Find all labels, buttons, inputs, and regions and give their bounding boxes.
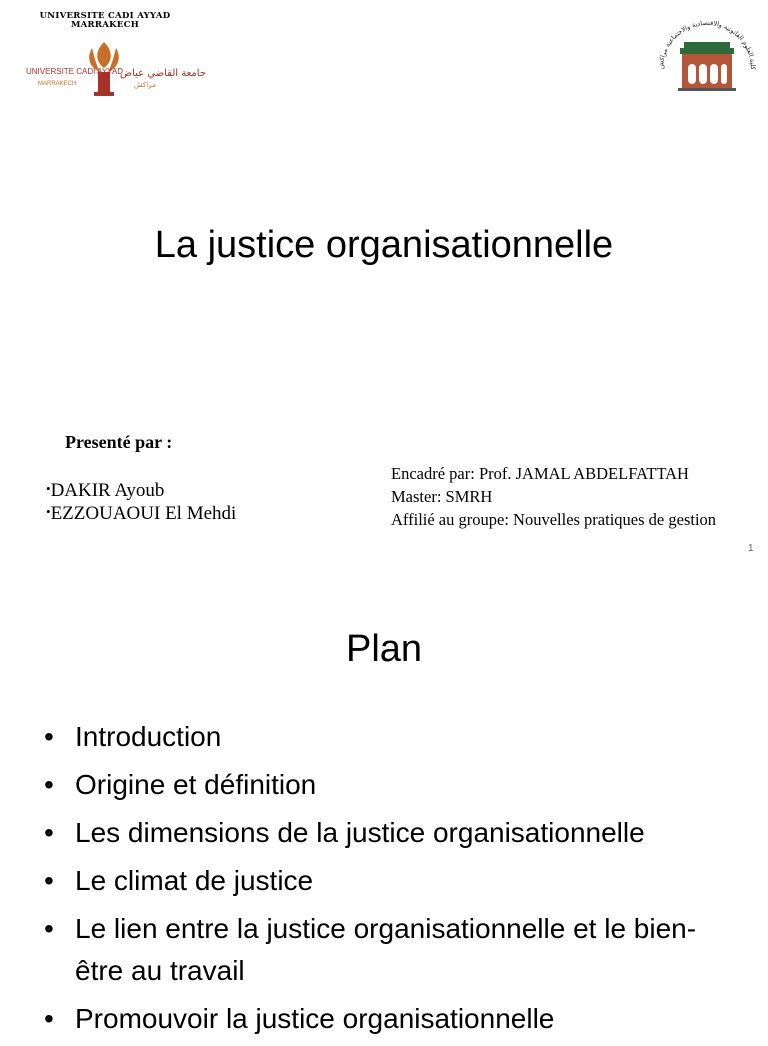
plan-item	[44, 764, 734, 806]
bullet-icon: •	[44, 817, 54, 848]
plan-item	[44, 812, 734, 854]
plan-item	[44, 908, 734, 992]
university-emblem-icon	[24, 38, 207, 104]
author-item	[46, 501, 236, 524]
plan-item-text: Origine et définition	[75, 769, 317, 800]
plan-item-text: Le climat de justice	[75, 865, 314, 896]
plan-item-text: Les dimensions de la justice organisationnelle	[75, 817, 645, 848]
plan-item-text: Introduction	[75, 721, 222, 752]
plan-title: Plan	[345, 628, 423, 670]
presented-by-label: Presenté par :	[65, 432, 173, 452]
university-logo	[20, 11, 207, 102]
slide-2	[0, 576, 768, 1034]
university-caption-line1: UNIVERSITE CADI AYYAD	[39, 11, 171, 21]
slide-title: La justice organisationnelle	[154, 224, 614, 266]
author-name: EZZOUAOUI El Mehdi	[50, 503, 237, 524]
bullet-icon: •	[44, 1003, 54, 1034]
plan-item	[44, 716, 734, 758]
supervisor-line: Encadré par: Prof. JAMAL ABDELFATTAH	[391, 464, 689, 483]
plan-item-text: Le lien entre la justice organisationnelle et le bien-être au travail	[75, 913, 697, 986]
university-caption	[20, 12, 190, 30]
seal-ring-text: كلية العلوم القانونية والاقتصادية والاجتماعية مراكش	[656, 18, 758, 70]
master-line: Master: SMRH	[391, 487, 493, 506]
plan-item	[44, 998, 734, 1040]
emblem-text-fr: UNIVERSITE CADI AYYAD	[26, 67, 124, 76]
bullet-icon: •	[44, 865, 54, 896]
plan-item-text: Promouvoir la justice organisationnelle	[75, 1003, 555, 1034]
bullet-icon: •	[44, 913, 54, 944]
emblem-text-ar: جامعة القاضي عياض	[120, 68, 207, 79]
bullet-icon: •	[44, 721, 54, 752]
plan-list	[44, 716, 734, 1046]
author-name: DAKIR Ayoub	[50, 480, 165, 501]
emblem-text-ar2: مراكش	[134, 81, 156, 89]
bullet-icon: •	[44, 769, 54, 800]
emblem-text-fr2: MARRAKECH	[38, 81, 77, 87]
slide-number: 1	[748, 543, 754, 554]
plan-item	[44, 860, 734, 902]
authors-list	[46, 478, 236, 524]
university-caption-line2: MARRAKECH	[70, 20, 140, 30]
faculty-seal-icon	[654, 16, 760, 122]
author-item	[46, 478, 236, 501]
supervision-block	[391, 462, 751, 531]
group-line: Affilié au groupe: Nouvelles pratiques de gestion	[391, 510, 717, 529]
